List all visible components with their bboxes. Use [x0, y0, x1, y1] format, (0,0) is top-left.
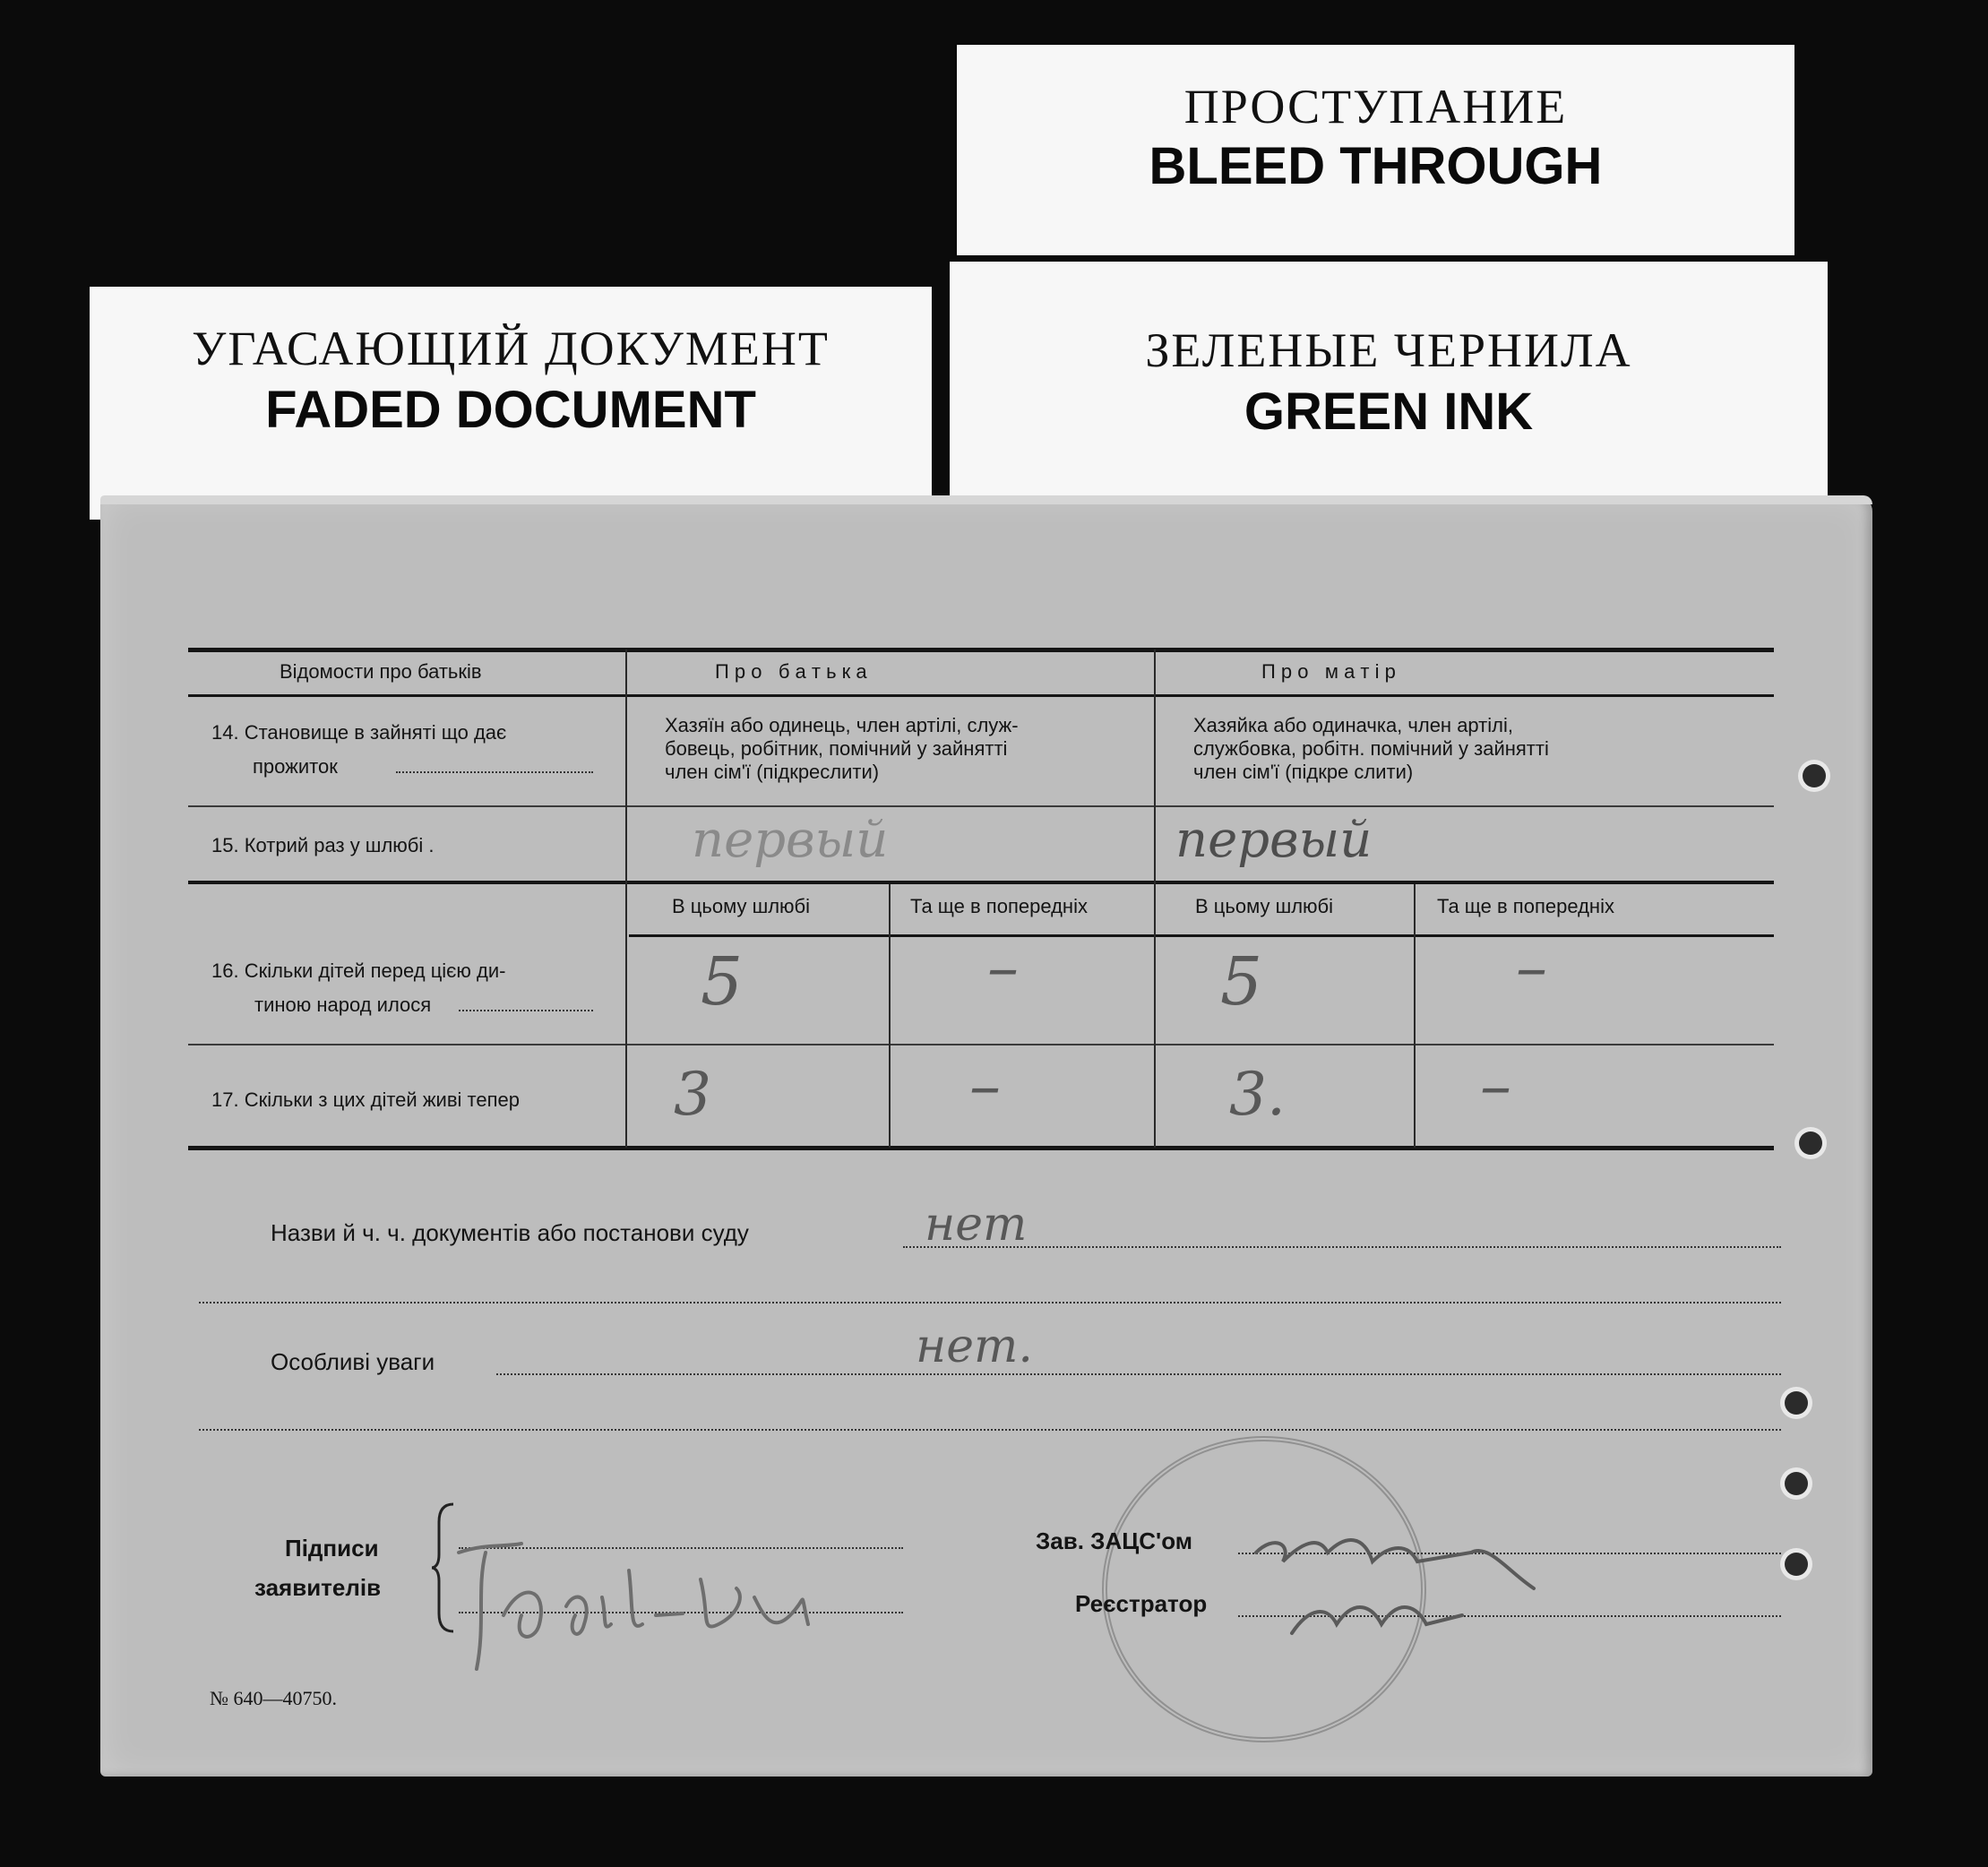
col-divider-1 — [625, 650, 627, 1148]
registration-form — [100, 495, 1872, 1777]
row17-father-prev: – — [969, 1049, 1001, 1123]
punch-hole — [1799, 1131, 1822, 1155]
green-ink-label-card — [950, 262, 1828, 508]
col-header-father: П р о б а т ь к а — [715, 660, 867, 683]
signatures-label-line2: заявителів — [254, 1574, 382, 1601]
notes-value: нет. — [916, 1320, 1033, 1373]
bleed-through-ru: ПРОСТУПАНИЕ — [1183, 80, 1568, 133]
subheader-mother-this-marriage: В цьому шлюбі — [1195, 895, 1334, 917]
row14-father-line1: Хазяїн або одинець, член артілі, служ- — [665, 714, 1019, 736]
subheader-father-this-marriage: В цьому шлюбі — [672, 895, 811, 917]
row14-father-line3: член сім'ї (підкреслити) — [665, 761, 880, 783]
subheader-father-previous: Та ще в попередніх — [910, 895, 1088, 917]
row15-father-value: первый — [692, 811, 889, 869]
notes-label: Особливі уваги — [271, 1348, 435, 1375]
row15-divider — [188, 881, 1774, 884]
green-ink-en: GREEN INK — [1244, 383, 1534, 441]
row14-mother-line1: Хазяйка або одиначка, член артілі, — [1193, 714, 1513, 736]
table-bottom-border — [188, 1146, 1774, 1150]
form-number: № 640—40750. — [210, 1687, 337, 1709]
registrar-label: Реєстратор — [1075, 1590, 1208, 1617]
zags-head-label: Зав. ЗАЦС'ом — [1036, 1527, 1192, 1554]
col-divider-2 — [1154, 650, 1156, 1148]
punch-hole — [1785, 1391, 1808, 1415]
row16-label-line2: тиною народ илося — [254, 994, 432, 1016]
row17-mother-prev: – — [1480, 1049, 1511, 1123]
row16-mother-prev: – — [1516, 931, 1547, 1004]
row16-father-this: 5 — [701, 943, 744, 1020]
documents-dotted-line-1 — [903, 1246, 1781, 1248]
subheader-divider — [629, 934, 1774, 937]
subheader-mother-previous: Та ще в попередніх — [1437, 895, 1614, 917]
row14-mother-line3: член сім'ї (підкре слити) — [1193, 761, 1414, 783]
table-top-border — [188, 648, 1774, 652]
punch-hole — [1803, 764, 1826, 787]
signatures-label-line1: Підписи — [285, 1535, 379, 1562]
punch-hole — [1785, 1553, 1808, 1576]
faded-document-en: FADED DOCUMENT — [265, 381, 756, 439]
row16-mother-this: 5 — [1220, 943, 1263, 1020]
row16-divider — [188, 1044, 1774, 1045]
row16-father-prev: – — [987, 931, 1019, 1004]
subcol-divider-father — [889, 884, 891, 1148]
row14-label-leader — [396, 771, 593, 773]
official-signatures — [1238, 1481, 1704, 1651]
header-divider — [188, 694, 1774, 697]
documents-label: Назви й ч. ч. документів або постанови суду — [271, 1219, 749, 1246]
faded-document-ru: УГАСАЮЩИЙ ДОКУМЕНТ — [192, 322, 830, 375]
col-header-parents-info: Відомости про батьків — [280, 660, 482, 683]
form-edge — [100, 495, 1872, 504]
col-header-mother: П р о м а т і р — [1261, 660, 1396, 683]
notes-dotted-line-2 — [199, 1429, 1781, 1431]
row17-mother-this: 3. — [1229, 1060, 1286, 1129]
documents-dotted-line-2 — [199, 1302, 1781, 1303]
bleed-through-label-card — [957, 45, 1794, 255]
punch-hole — [1785, 1472, 1808, 1495]
row14-divider — [188, 805, 1774, 807]
bleed-through-en: BLEED THROUGH — [1149, 137, 1603, 195]
row15-mother-value: первый — [1175, 811, 1373, 869]
row14-mother-line2: службовка, робітн. помічний у зайнятті — [1193, 737, 1549, 760]
row17-label: 17. Скільки з цих дітей живі тепер — [211, 1088, 520, 1111]
row16-label-line1: 16. Скільки дітей перед цією ди- — [211, 959, 506, 982]
row17-father-this: 3 — [674, 1060, 711, 1129]
green-ink-ru: ЗЕЛЕНЫЕ ЧЕРНИЛА — [1145, 323, 1632, 377]
documents-value: нет — [925, 1198, 1028, 1252]
row15-label: 15. Котрий раз у шлюбі . — [211, 834, 435, 856]
faded-document-label-card — [90, 287, 932, 520]
row14-father-line2: бовець, робітник, помічний у зайнятті — [665, 737, 1008, 760]
row14-label-line2: прожиток — [253, 755, 338, 778]
notes-dotted-line-1 — [496, 1373, 1781, 1375]
subcol-divider-mother — [1414, 884, 1416, 1148]
row16-label-leader — [459, 1010, 593, 1011]
row14-label-line1: 14. Становище в зайняті що дає — [211, 721, 507, 744]
applicant-signature — [450, 1517, 844, 1696]
